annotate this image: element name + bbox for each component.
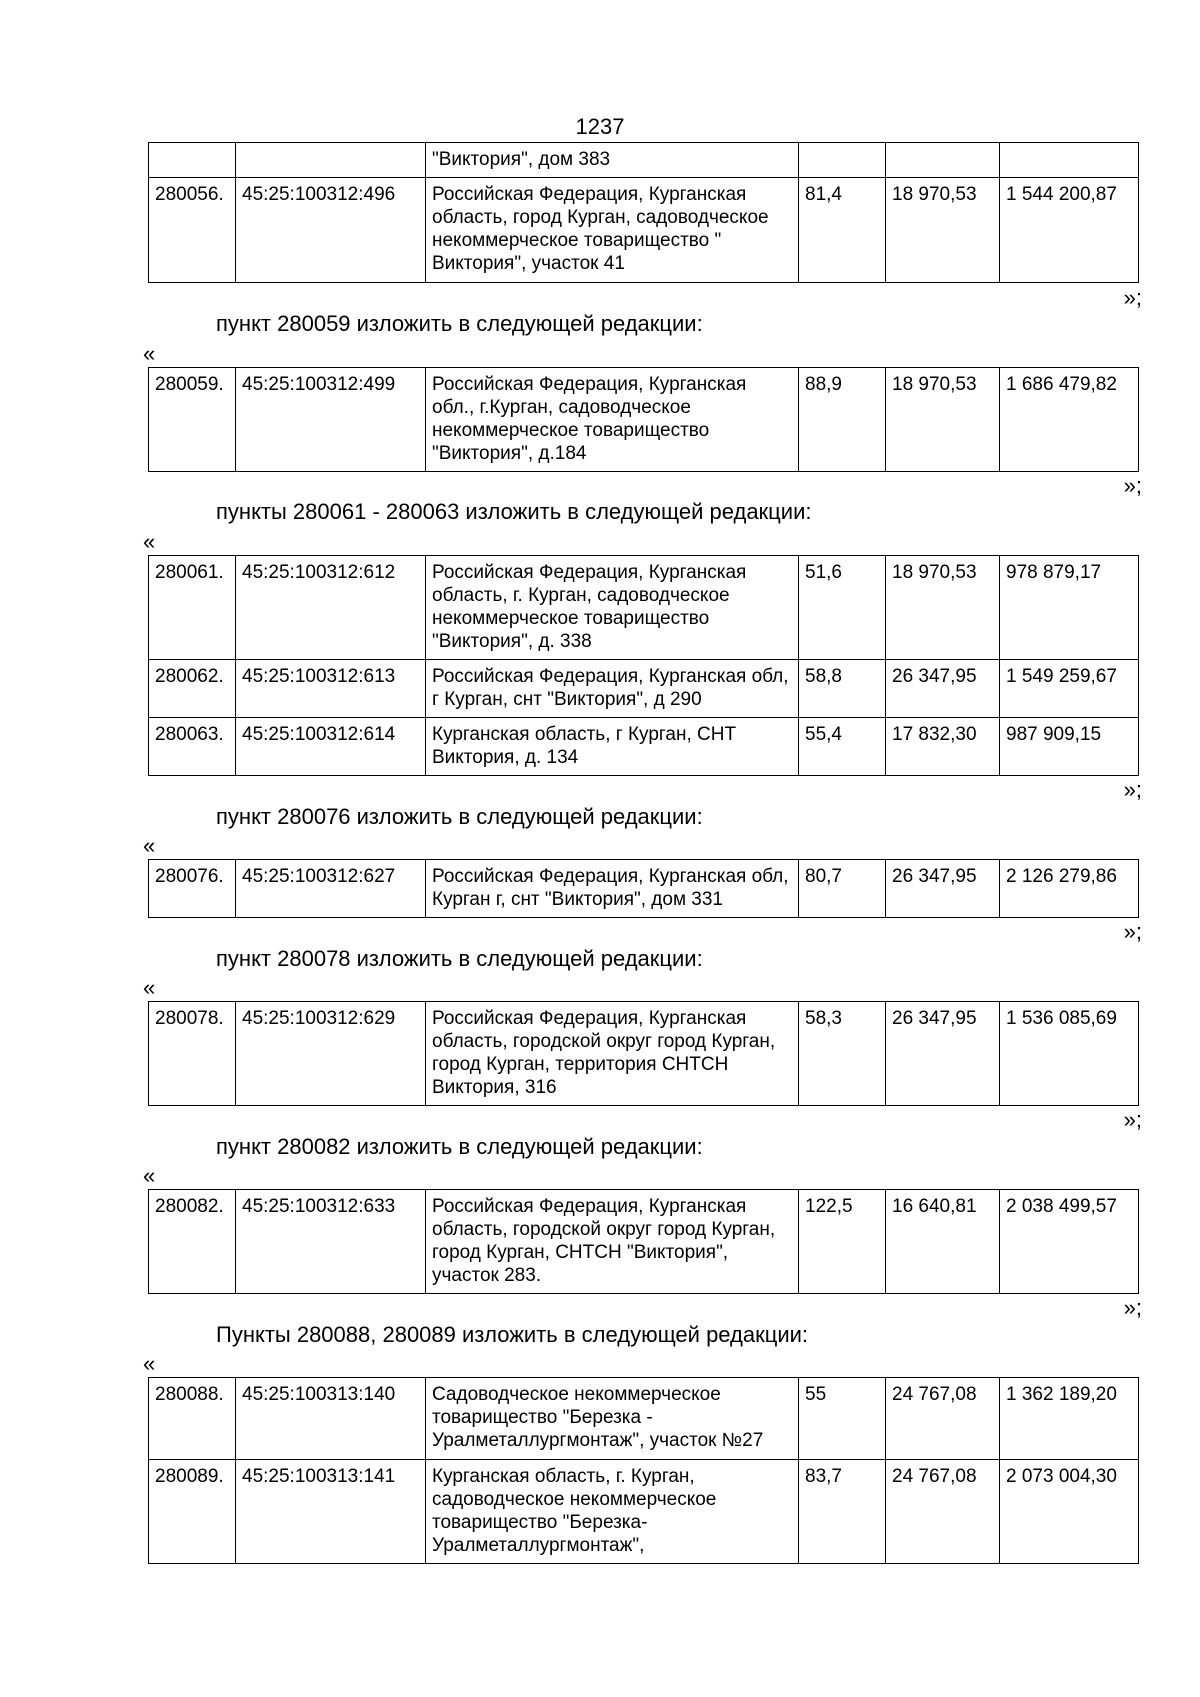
area-cell: 83,7 <box>799 1460 886 1564</box>
row-number-cell: 280062. <box>149 660 236 718</box>
address-cell: Курганская область, г. Курган, садоводческое некоммерческое товарищество "Березка-Уралметаллургмонтаж", <box>426 1460 799 1564</box>
cadastral-number-cell: 45:25:100312:633 <box>236 1190 426 1294</box>
property-table <box>148 1377 1139 1564</box>
cadastral-value-cell: 1 536 085,69 <box>1000 1002 1139 1106</box>
cadastral-value-cell: 1 686 479,82 <box>1000 368 1139 472</box>
opening-quote: « <box>143 833 156 858</box>
area-cell: 80,7 <box>799 860 886 918</box>
unit-value-cell: 18 970,53 <box>886 556 1000 660</box>
table-row <box>149 718 1139 776</box>
address-cell: "Виктория", дом 383 <box>426 143 799 178</box>
unit-value-cell: 26 347,95 <box>886 1002 1000 1106</box>
cadastral-value-cell: 987 909,15 <box>1000 718 1139 776</box>
address-cell: Российская Федерация, Курганская область, городской округ город Курган, город Курган, территория СНТСН Виктория, 316 <box>426 1002 799 1106</box>
row-number-cell: 280082. <box>149 1190 236 1294</box>
cadastral-number-cell: 45:25:100312:614 <box>236 718 426 776</box>
table-row <box>149 860 1139 918</box>
opening-quote: « <box>143 341 156 366</box>
unit-value-cell <box>886 143 1000 178</box>
unit-value-cell: 16 640,81 <box>886 1190 1000 1294</box>
area-cell: 122,5 <box>799 1190 886 1294</box>
table-row <box>149 660 1139 718</box>
instruction-text: пункт 280076 изложить в следующей редакции: <box>216 804 703 829</box>
row-number-cell: 280063. <box>149 718 236 776</box>
table-row <box>149 143 1139 178</box>
property-table <box>148 1001 1139 1106</box>
table-row <box>149 1378 1139 1460</box>
table-row <box>149 178 1139 283</box>
unit-value-cell: 26 347,95 <box>886 860 1000 918</box>
area-cell: 58,8 <box>799 660 886 718</box>
table-row <box>149 1460 1139 1564</box>
cadastral-number-cell: 45:25:100312:629 <box>236 1002 426 1106</box>
cadastral-number-cell <box>236 143 426 178</box>
unit-value-cell: 17 832,30 <box>886 718 1000 776</box>
row-number-cell: 280089. <box>149 1460 236 1564</box>
unit-value-cell: 26 347,95 <box>886 660 1000 718</box>
row-number-cell: 280076. <box>149 860 236 918</box>
property-table <box>148 1189 1139 1294</box>
opening-quote: « <box>143 1163 156 1188</box>
closing-quote: »; <box>1123 1295 1142 1320</box>
table-row <box>149 556 1139 660</box>
opening-quote: « <box>143 1351 156 1376</box>
closing-quote: »; <box>1123 777 1142 802</box>
cadastral-number-cell: 45:25:100312:627 <box>236 860 426 918</box>
area-cell: 81,4 <box>799 178 886 283</box>
cadastral-value-cell: 1 544 200,87 <box>1000 178 1139 283</box>
instruction-text: пункт 280078 изложить в следующей редакции: <box>216 946 703 971</box>
cadastral-number-cell: 45:25:100312:612 <box>236 556 426 660</box>
instruction-text: пункт 280059 изложить в следующей редакции: <box>216 311 703 336</box>
instruction-text: пункты 280061 - 280063 изложить в следующей редакции: <box>216 499 812 524</box>
cadastral-number-cell: 45:25:100312:613 <box>236 660 426 718</box>
row-number-cell: 280061. <box>149 556 236 660</box>
row-number-cell <box>149 143 236 178</box>
area-cell: 88,9 <box>799 368 886 472</box>
row-number-cell: 280078. <box>149 1002 236 1106</box>
table-row <box>149 1190 1139 1294</box>
area-cell: 55,4 <box>799 718 886 776</box>
address-cell: Садоводческое некоммерческое товарищество "Березка - Уралметаллургмонтаж", участок №27 <box>426 1378 799 1460</box>
unit-value-cell: 24 767,08 <box>886 1460 1000 1564</box>
address-cell: Российская Федерация, Курганская область, г. Курган, садоводческое некоммерческое товарищество "Виктория", д. 338 <box>426 556 799 660</box>
area-cell <box>799 143 886 178</box>
property-table <box>148 142 1139 283</box>
unit-value-cell: 24 767,08 <box>886 1378 1000 1460</box>
closing-quote: »; <box>1123 919 1142 944</box>
cadastral-value-cell: 1 362 189,20 <box>1000 1378 1139 1460</box>
address-cell: Курганская область, г Курган, СНТ Виктория, д. 134 <box>426 718 799 776</box>
closing-quote: »; <box>1123 285 1142 310</box>
row-number-cell: 280088. <box>149 1378 236 1460</box>
cadastral-value-cell: 1 549 259,67 <box>1000 660 1139 718</box>
cadastral-value-cell: 2 073 004,30 <box>1000 1460 1139 1564</box>
cadastral-value-cell: 978 879,17 <box>1000 556 1139 660</box>
table-row <box>149 1002 1139 1106</box>
address-cell: Российская Федерация, Курганская область, город Курган, садоводческое некоммерческое товарищество " Виктория", участок 41 <box>426 178 799 283</box>
opening-quote: « <box>143 529 156 554</box>
address-cell: Российская Федерация, Курганская обл, г Курган, снт "Виктория", д 290 <box>426 660 799 718</box>
property-table <box>148 367 1139 472</box>
table-row <box>149 368 1139 472</box>
area-cell: 58,3 <box>799 1002 886 1106</box>
cadastral-value-cell: 2 038 499,57 <box>1000 1190 1139 1294</box>
unit-value-cell: 18 970,53 <box>886 368 1000 472</box>
unit-value-cell: 18 970,53 <box>886 178 1000 283</box>
property-table <box>148 555 1139 776</box>
cadastral-number-cell: 45:25:100312:496 <box>236 178 426 283</box>
row-number-cell: 280056. <box>149 178 236 283</box>
cadastral-number-cell: 45:25:100313:140 <box>236 1378 426 1460</box>
cadastral-value-cell: 2 126 279,86 <box>1000 860 1139 918</box>
instruction-text: Пункты 280088, 280089 изложить в следующей редакции: <box>216 1322 809 1347</box>
opening-quote: « <box>143 975 156 1000</box>
closing-quote: »; <box>1123 1107 1142 1132</box>
cadastral-number-cell: 45:25:100312:499 <box>236 368 426 472</box>
cadastral-value-cell <box>1000 143 1139 178</box>
address-cell: Российская Федерация, Курганская обл, Курган г, снт "Виктория", дом 331 <box>426 860 799 918</box>
cadastral-number-cell: 45:25:100313:141 <box>236 1460 426 1564</box>
area-cell: 51,6 <box>799 556 886 660</box>
row-number-cell: 280059. <box>149 368 236 472</box>
instruction-text: пункт 280082 изложить в следующей редакции: <box>216 1134 703 1159</box>
property-table <box>148 859 1139 918</box>
area-cell: 55 <box>799 1378 886 1460</box>
address-cell: Российская Федерация, Курганская область, городской округ город Курган, город Курган, СНТСН "Виктория", участок 283. <box>426 1190 799 1294</box>
address-cell: Российская Федерация, Курганская обл., г.Курган, садоводческое некоммерческое товарищество "Виктория", д.184 <box>426 368 799 472</box>
page-number: 1237 <box>575 114 625 139</box>
closing-quote: »; <box>1123 473 1142 498</box>
